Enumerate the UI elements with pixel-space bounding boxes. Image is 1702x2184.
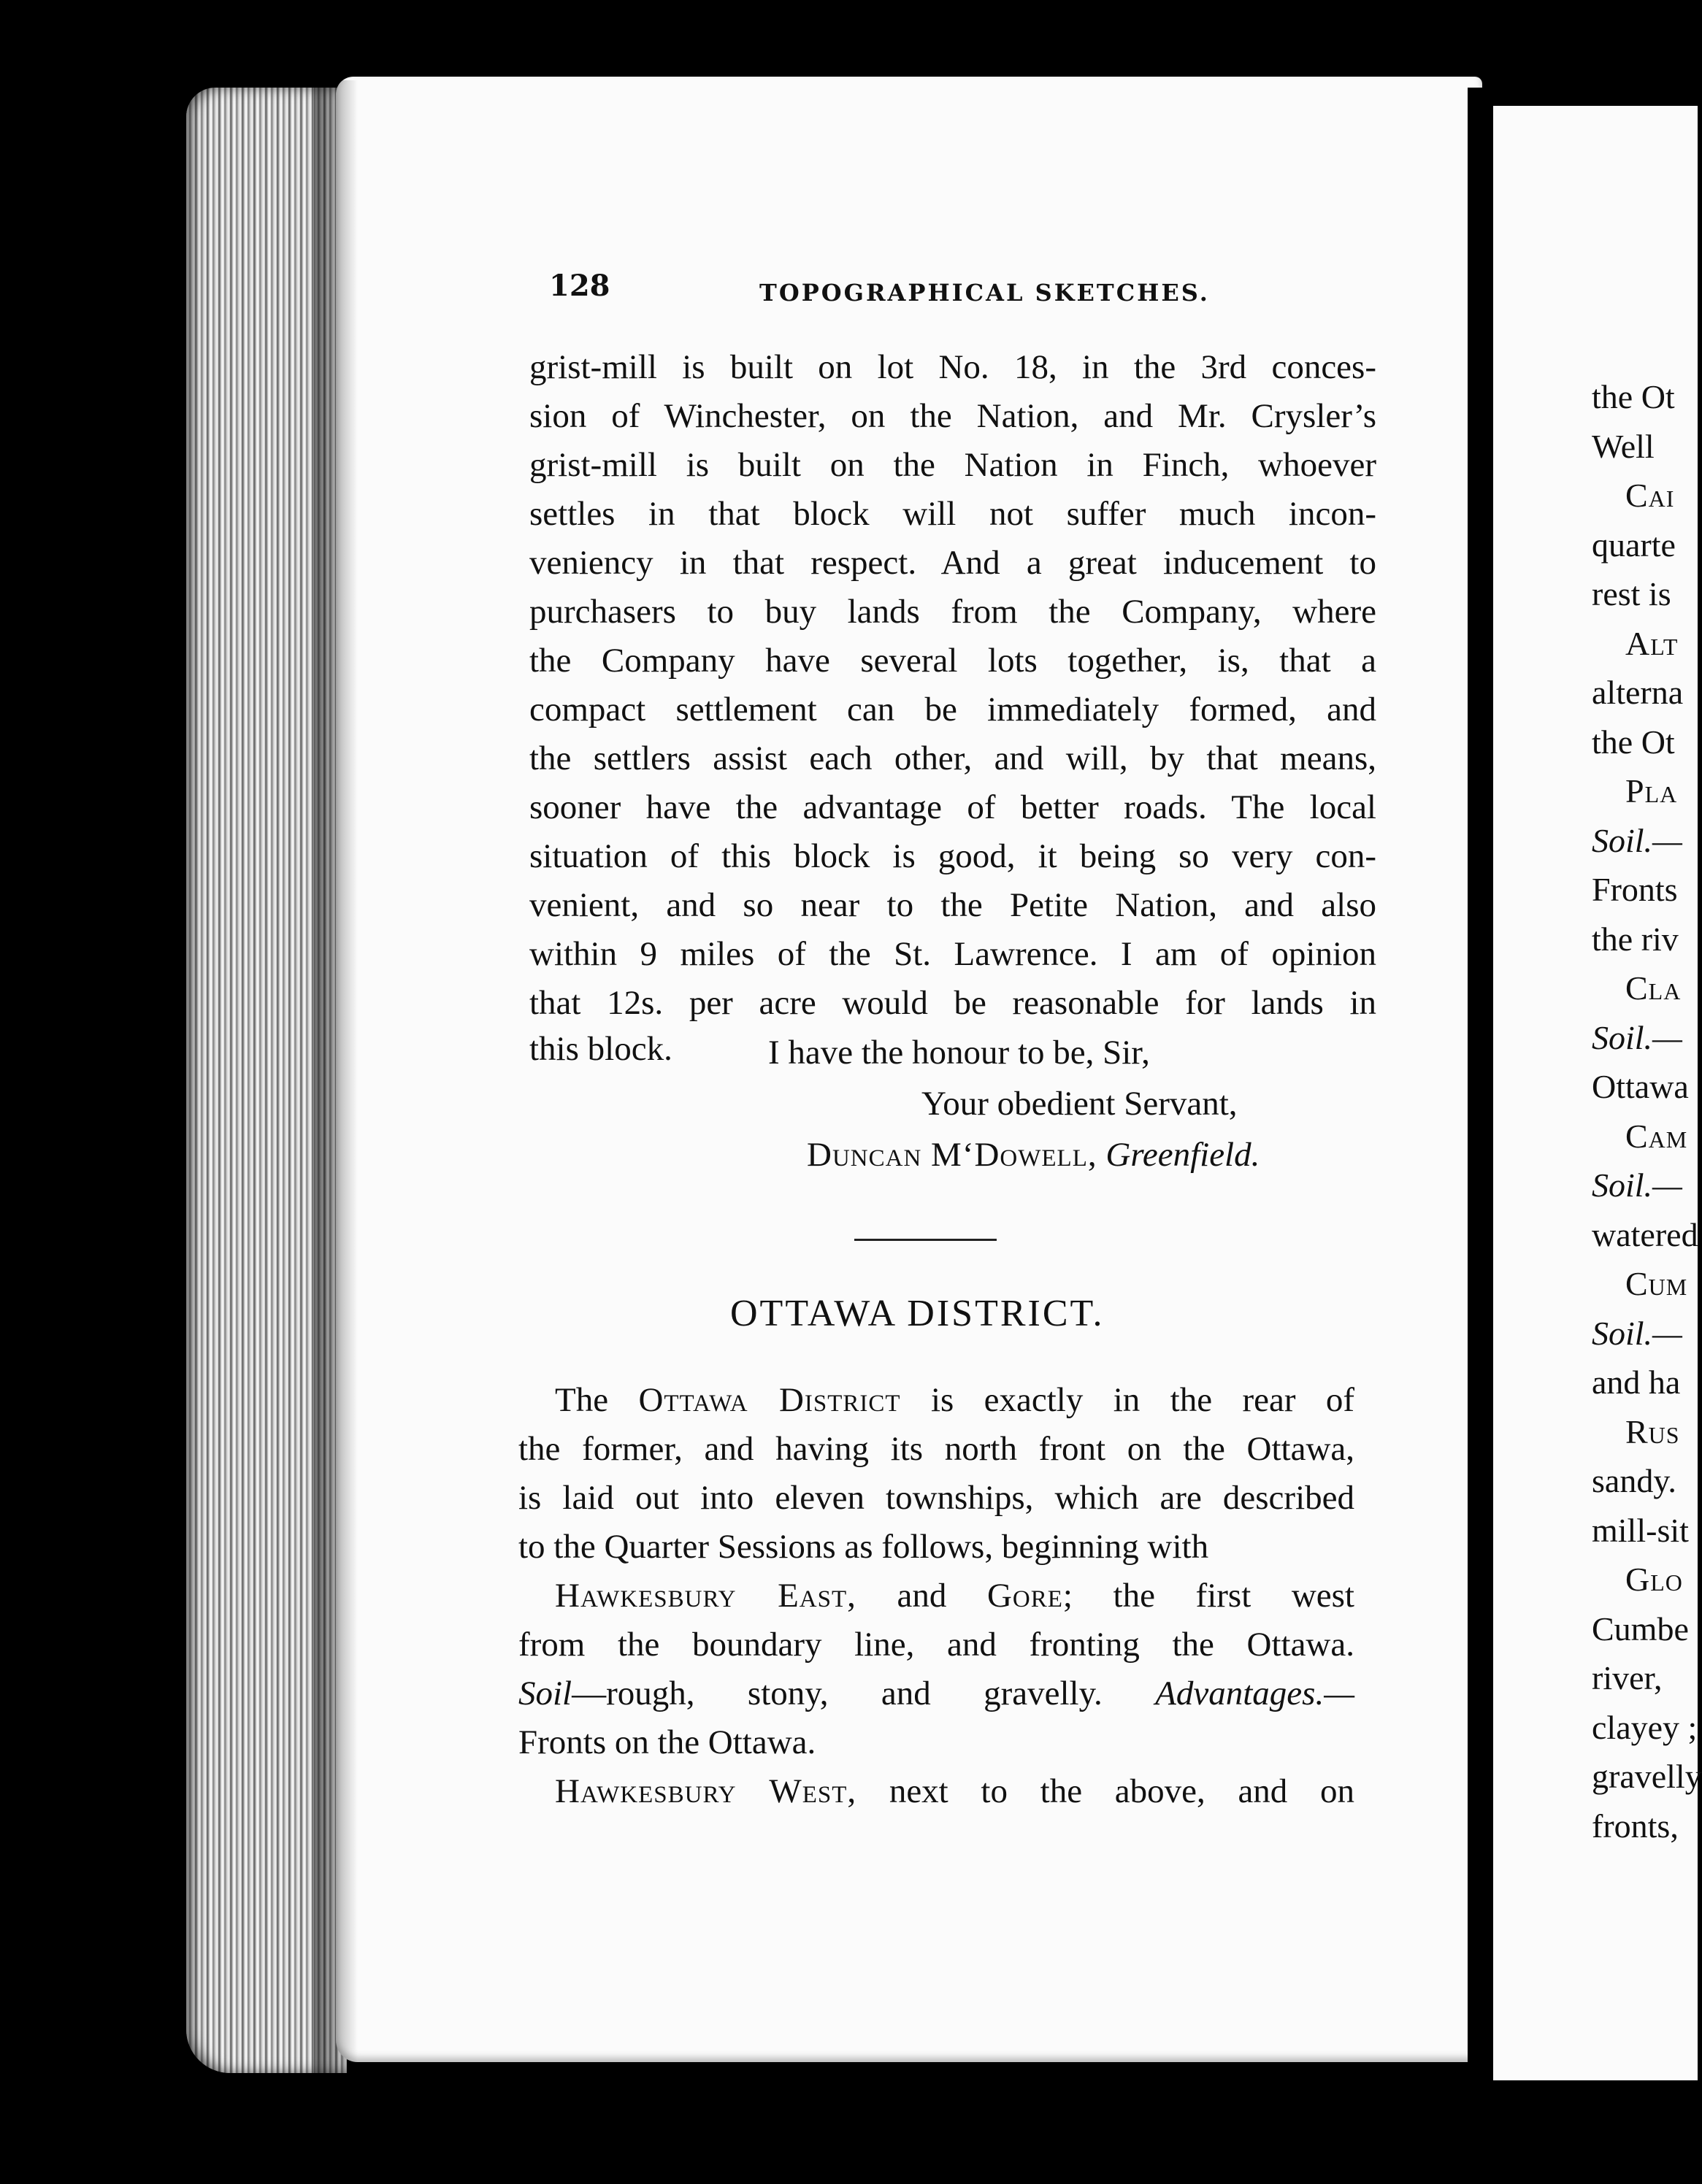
right-page-fragment: Cla bbox=[1625, 969, 1682, 1007]
right-page-fragment: Cam bbox=[1625, 1117, 1688, 1155]
body-line: compact settlement can be immediately formed, and bbox=[529, 691, 1376, 728]
body-line bbox=[518, 1669, 1354, 1718]
body-line: sion of Winchester, on the Nation, and Mr. Crysler’s bbox=[529, 397, 1376, 435]
right-page-fragment: Cumbe bbox=[1592, 1610, 1689, 1647]
body-line: grist-mill is built on lot No. 18, in the 3rd conces- bbox=[529, 348, 1376, 386]
right-page-fragment: Well bbox=[1592, 427, 1655, 465]
right-page-fragment: the Ot bbox=[1592, 378, 1675, 415]
right-page-fragment: fronts, bbox=[1592, 1807, 1679, 1845]
township-name: Hawkesbury West, bbox=[555, 1772, 857, 1810]
right-page-fragment: Cai bbox=[1625, 477, 1675, 514]
body-line: to the Quarter Sessions as follows, beginning with bbox=[518, 1528, 1209, 1566]
right-page-fragment: Fronts bbox=[1592, 871, 1678, 908]
township-name: Gore bbox=[986, 1577, 1063, 1615]
soil-label: Soil bbox=[518, 1674, 572, 1712]
section-divider-rule bbox=[854, 1239, 997, 1241]
conjunction: and bbox=[897, 1577, 947, 1615]
right-page-fragment: mill-sit bbox=[1592, 1511, 1689, 1549]
body-line: sooner have the advantage of better roads. The local bbox=[529, 788, 1376, 826]
right-page-fragment: Soil.— bbox=[1592, 1314, 1682, 1352]
page-number: 128 bbox=[549, 269, 610, 303]
right-page-fragment: Rus bbox=[1625, 1412, 1680, 1450]
right-page-fragment: the riv bbox=[1592, 920, 1679, 958]
closing-honour: I have the honour to be, Sir, bbox=[768, 1034, 1150, 1072]
district-name: Ottawa District bbox=[638, 1381, 901, 1419]
right-page-fragment: quarte bbox=[1592, 526, 1676, 564]
line1-rest: is exactly in the rear of bbox=[930, 1381, 1354, 1419]
body-line: Fronts on the Ottawa. bbox=[518, 1723, 816, 1761]
body-line: the Company have several lots together, is, that a bbox=[529, 642, 1376, 680]
body-line: the former, and having its north front on the Ottawa, bbox=[518, 1430, 1354, 1468]
closing-servant: Your obedient Servant, bbox=[921, 1085, 1238, 1123]
right-page-fragment: watered bbox=[1592, 1215, 1698, 1253]
signature bbox=[807, 1135, 1260, 1174]
right-page-fragment: Alt bbox=[1625, 624, 1679, 662]
district-paragraph bbox=[518, 1376, 1354, 1816]
gutter-shadow bbox=[314, 80, 358, 2080]
body-line bbox=[518, 1376, 1354, 1425]
right-page-fragment: river, bbox=[1592, 1659, 1663, 1696]
body-line: within 9 miles of the St. Lawrence. I am of opinion bbox=[529, 935, 1376, 973]
spine-gap bbox=[1468, 88, 1497, 2102]
right-page-fragment: Cum bbox=[1625, 1265, 1688, 1302]
body-line: that 12s. per acre would be reasonable for lands in bbox=[529, 984, 1376, 1022]
body-line: is laid out into eleven townships, which are described bbox=[518, 1479, 1354, 1517]
soil-text: —rough, stony, and gravelly. bbox=[572, 1674, 1103, 1712]
body-line bbox=[518, 1572, 1354, 1620]
body-line: situation of this block is good, it being so very con- bbox=[529, 837, 1376, 875]
body-line: veniency in that respect. And a great inducement to bbox=[529, 544, 1376, 582]
township-name: Hawkesbury East, bbox=[555, 1577, 856, 1615]
body-line: from the boundary line, and fronting the Ottawa. bbox=[518, 1626, 1354, 1664]
letter-body bbox=[529, 343, 1376, 1028]
signer-place: Greenfield. bbox=[1105, 1136, 1260, 1174]
line-rest: ; the first west bbox=[1062, 1577, 1354, 1615]
right-page-fragment: Soil.— bbox=[1592, 1166, 1682, 1204]
closing-block-text: this block. bbox=[529, 1030, 672, 1068]
body-line: purchasers to buy lands from the Company, where bbox=[529, 593, 1376, 631]
right-page-column bbox=[1592, 372, 1702, 1850]
running-head-title: TOPOGRAPHICAL SKETCHES. bbox=[759, 279, 1210, 307]
right-page-fragment: and ha bbox=[1592, 1364, 1681, 1401]
right-page-fragment: alterna bbox=[1592, 674, 1684, 711]
right-page-fragment: gravelly bbox=[1592, 1758, 1702, 1795]
advantages-label: Advantages.— bbox=[1155, 1674, 1354, 1712]
lead-text: The bbox=[555, 1381, 609, 1419]
body-line: venient, and so near to the Petite Nation, and also bbox=[529, 886, 1376, 924]
line-rest: next to the above, and on bbox=[889, 1772, 1355, 1810]
right-page-fragment: Pla bbox=[1625, 772, 1678, 810]
right-page-fragment: Glo bbox=[1625, 1561, 1683, 1598]
body-line: settles in that block will not suffer much incon- bbox=[529, 495, 1376, 533]
section-heading: OTTAWA DISTRICT. bbox=[730, 1293, 1105, 1334]
right-page-fragment: Ottawa bbox=[1592, 1068, 1689, 1105]
right-page-fragment: Soil.— bbox=[1592, 821, 1682, 859]
signer-name: Duncan M‘Dowell, bbox=[807, 1136, 1097, 1174]
body-line bbox=[518, 1767, 1354, 1816]
right-page-fragment: clayey ; bbox=[1592, 1708, 1698, 1746]
body-line: grist-mill is built on the Nation in Finch, whoever bbox=[529, 446, 1376, 484]
right-page-fragment: Soil.— bbox=[1592, 1018, 1682, 1056]
right-page-fragment: rest is bbox=[1592, 575, 1671, 612]
right-page-fragment: the Ot bbox=[1592, 723, 1675, 761]
body-line: the settlers assist each other, and will, by that means, bbox=[529, 739, 1376, 777]
right-page-fragment: sandy. bbox=[1592, 1462, 1676, 1499]
